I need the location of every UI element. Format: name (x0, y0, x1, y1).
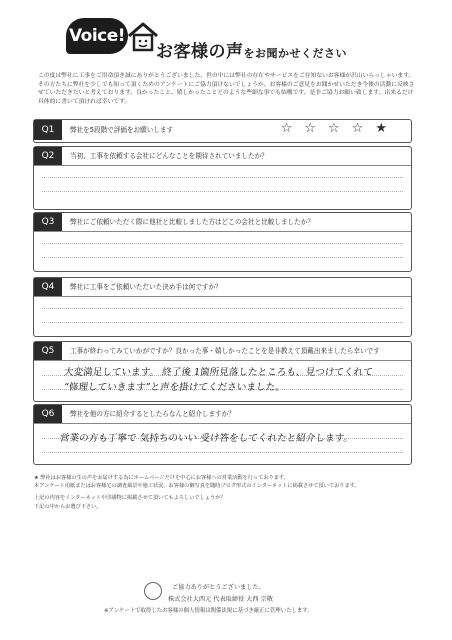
question-label: Q1 (34, 120, 62, 140)
intro-text: この度は弊社に工事をご用命頂き誠にありがとうございました。世の中には弊社の存在やサービスをご存知ないお客様が沢山いらっしゃいます。その方たちに弊社を少しでも知って頂くためのアンケートにご協力頂けないでしょうか。お客様のご意見をお聞かせいただき今後の活動に反映させていただきたいと考えております。良かったこと、嬉しかったことどのような些細な事でも結構です。是非ご協力お願い致します。出来るだけ具体的に書いて頂ければ幸いです。 (38, 73, 415, 105)
answer-line (42, 322, 403, 323)
question-box-q6 (33, 404, 412, 465)
answer-line (42, 308, 403, 309)
question-text: 工事が終わってみていかがですか？良かった事・嬉しかったことを是非教えて頂戴出来ましたら幸いです (70, 347, 380, 355)
notes-block (34, 474, 424, 511)
note-line: 下記の中からお選び下さい。 (34, 503, 102, 510)
note-line: ★ 弊社はお客様の生の声をお届けする為にホームページだけを中心にお客様への営業活動を行っております。 (34, 475, 289, 481)
company-logo-icon (144, 582, 162, 600)
footer-thanks: ご協力ありがとうございました。 (172, 584, 265, 591)
title-main: お客様の声 (156, 42, 244, 62)
handwritten-answer-line: “修理していきます”と声を掛けてくださいました。 (63, 382, 286, 393)
question-label: Q5 (34, 342, 62, 360)
question-box-q5 (33, 341, 412, 402)
answer-line (42, 243, 403, 244)
question-label: Q3 (34, 213, 62, 231)
answer-line (42, 452, 403, 453)
question-box-q2 (33, 146, 412, 210)
question-text: 弊社を他の方に紹介するとしたらなんと紹介しますか？ (70, 410, 235, 418)
answer-line (42, 191, 403, 192)
question-label: Q2 (34, 147, 62, 165)
question-label: Q4 (34, 278, 62, 296)
question-text: 弊社を5段階で評価をお願いします (70, 126, 174, 134)
note-line: 本アンケート用紙またはお客様宅の調査風景や施工状況、お客様の御写真を随時ブログ形式のインターネットに掲載させて頂いております。 (34, 483, 360, 490)
handwritten-answer-line: 大変満足しています。 終了後 1箇所見落したところも、見つけてくれて (63, 367, 374, 378)
question-box-q4 (33, 277, 412, 337)
question-text: 当初、工事を依頼する会社にどんなことを期待されていましたか？ (70, 152, 268, 160)
star-rating: ☆☆☆☆★ (280, 121, 399, 136)
voice-badge: Voice! (66, 18, 128, 54)
question-label: Q6 (34, 405, 62, 423)
handwritten-answer-line: 営業の方も丁寧で 気持ちのいい 受け答をしてくれたと紹介します。 (59, 433, 354, 444)
footer-company: 株式会社大西元 代表取締役 大西 宗敬 (168, 596, 273, 603)
house-icon (126, 20, 160, 54)
answer-line (42, 257, 403, 258)
title-small: をお聞かせください (243, 47, 347, 60)
question-box-q3 (33, 212, 412, 272)
question-text: 弊社に工事をご依頼いただいた決め手は何ですか？ (70, 283, 222, 291)
footer-privacy: ※アンケートで取得したお客様の個人情報は関係法規に基づき厳正に管理いたします。 (104, 608, 313, 614)
question-box-q1 (33, 119, 412, 143)
question-text: 弊社にご依頼いただく際に他社と比較しました方はどこの会社と比較しましたか？ (70, 218, 314, 226)
note-line: 上記の内容をインターネットや印刷物に掲載させて頂いてもよろしいでしょうか？ (34, 495, 226, 502)
page-title (156, 37, 347, 62)
answer-line (42, 177, 403, 178)
